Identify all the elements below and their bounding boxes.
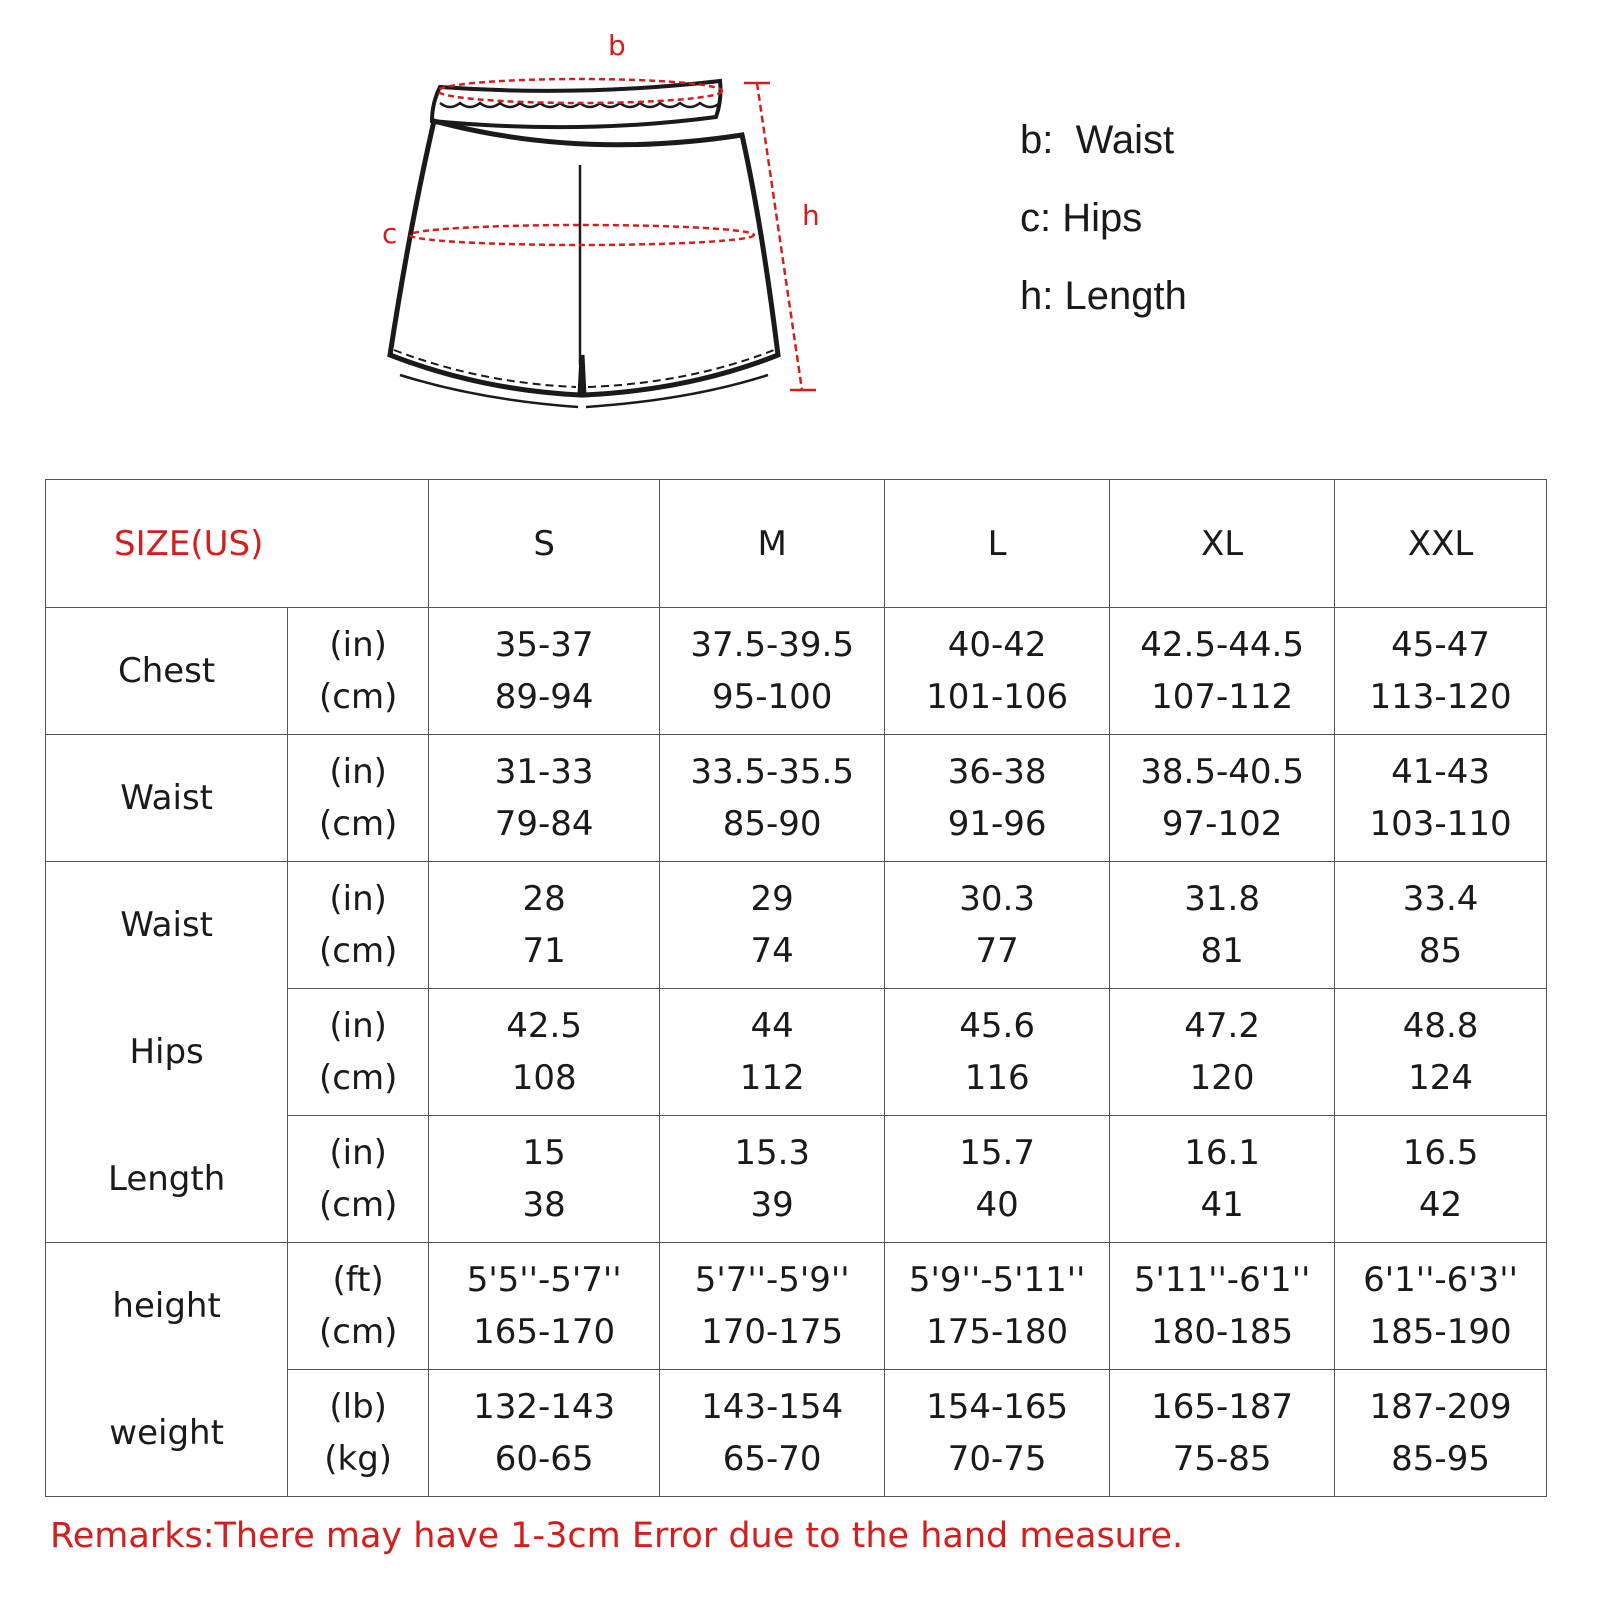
value-primary: 143-154 <box>701 1387 844 1427</box>
measurement-row <box>46 735 1547 862</box>
measurement-label: Chest <box>46 608 288 735</box>
value-primary: 5'5''-5'7'' <box>466 1260 622 1300</box>
value-primary: 154-165 <box>926 1387 1069 1427</box>
value-cell-s <box>429 608 660 735</box>
value-secondary: 107-112 <box>1151 677 1294 717</box>
value-primary: 36-38 <box>947 752 1047 792</box>
value-primary: 38.5-40.5 <box>1140 752 1304 792</box>
value-cell-l <box>885 608 1110 735</box>
value-cell-s <box>429 1243 660 1370</box>
value-primary: 45.6 <box>959 1006 1035 1046</box>
measurement-row <box>46 1370 1547 1497</box>
value-secondary: 39 <box>750 1185 794 1225</box>
unit-cell <box>288 1243 429 1370</box>
size-chart-table <box>45 479 1547 1497</box>
value-secondary: 75-85 <box>1172 1439 1272 1479</box>
value-secondary: 113-120 <box>1369 677 1512 717</box>
unit-primary: (in) <box>329 625 387 665</box>
value-cell-l <box>885 1116 1110 1243</box>
value-primary: 16.1 <box>1184 1133 1260 1173</box>
value-primary: 48.8 <box>1402 1006 1479 1046</box>
value-cell-xl <box>1110 1370 1335 1497</box>
value-secondary: 103-110 <box>1369 804 1512 844</box>
value-secondary: 85-90 <box>722 804 822 844</box>
value-cell-xl <box>1110 608 1335 735</box>
unit-primary: (in) <box>329 879 387 919</box>
unit-cell <box>288 735 429 862</box>
value-primary: 5'9''-5'11'' <box>908 1260 1086 1300</box>
unit-primary: (lb) <box>329 1387 387 1427</box>
value-primary: 5'11''-6'1'' <box>1133 1260 1311 1300</box>
unit-cell <box>288 989 429 1116</box>
value-primary: 165-187 <box>1151 1387 1294 1427</box>
value-secondary: 170-175 <box>701 1312 844 1352</box>
value-primary: 40-42 <box>947 625 1047 665</box>
value-secondary: 97-102 <box>1161 804 1283 844</box>
value-cell-l <box>885 735 1110 862</box>
size-us-header: SIZE(US) <box>46 480 429 608</box>
unit-cell <box>288 608 429 735</box>
value-cell-xxl <box>1335 1243 1547 1370</box>
shorts-body <box>390 121 778 395</box>
unit-secondary: (cm) <box>318 1058 398 1098</box>
unit-secondary: (cm) <box>318 931 398 971</box>
value-primary: 30.3 <box>959 879 1035 919</box>
label-c: c <box>382 217 398 250</box>
unit-primary: (in) <box>329 1133 387 1173</box>
legend-length: h: Length <box>1020 274 1187 318</box>
measurement-label: weight <box>46 1370 288 1497</box>
value-secondary: 74 <box>750 931 794 971</box>
value-secondary: 65-70 <box>722 1439 822 1479</box>
value-secondary: 41 <box>1200 1185 1244 1225</box>
value-primary: 31-33 <box>494 752 594 792</box>
legend-waist: b: Waist <box>1020 118 1175 162</box>
value-primary: 132-143 <box>473 1387 616 1427</box>
header-row <box>46 480 1547 608</box>
unit-secondary: (cm) <box>318 804 398 844</box>
measurement-row <box>46 989 1547 1116</box>
value-primary: 15.3 <box>734 1133 811 1173</box>
value-secondary: 165-170 <box>473 1312 616 1352</box>
measurement-label: Length <box>46 1116 288 1243</box>
value-primary: 41-43 <box>1391 752 1490 792</box>
value-secondary: 91-96 <box>947 804 1047 844</box>
value-cell-s <box>429 989 660 1116</box>
value-primary: 15.7 <box>959 1133 1035 1173</box>
value-cell-m <box>660 1116 885 1243</box>
value-secondary: 85 <box>1418 931 1463 971</box>
value-cell-xl <box>1110 1116 1335 1243</box>
value-cell-m <box>660 1243 885 1370</box>
value-secondary: 108 <box>511 1058 577 1098</box>
value-cell-s <box>429 862 660 989</box>
value-cell-l <box>885 1370 1110 1497</box>
value-cell-xl <box>1110 735 1335 862</box>
value-secondary: 60-65 <box>494 1439 594 1479</box>
value-secondary: 79-84 <box>494 804 594 844</box>
value-secondary: 42 <box>1418 1185 1463 1225</box>
measurement-label: Hips <box>46 989 288 1116</box>
value-cell-m <box>660 608 885 735</box>
remarks-note: Remarks:There may have 1-3cm Error due to the hand measure. <box>50 1516 1184 1556</box>
label-h: h <box>802 199 820 232</box>
value-primary: 33.5-35.5 <box>690 752 854 792</box>
value-secondary: 116 <box>964 1058 1030 1098</box>
unit-primary: (in) <box>329 1006 387 1046</box>
value-secondary: 71 <box>522 931 566 971</box>
value-secondary: 81 <box>1200 931 1244 971</box>
value-secondary: 112 <box>739 1058 805 1098</box>
value-primary: 15 <box>522 1133 566 1173</box>
value-primary: 5'7''-5'9'' <box>694 1260 850 1300</box>
value-cell-xxl <box>1335 735 1547 862</box>
value-cell-xxl <box>1335 1370 1547 1497</box>
value-primary: 35-37 <box>494 625 594 665</box>
value-primary: 45-47 <box>1391 625 1490 665</box>
unit-secondary: (cm) <box>318 677 398 717</box>
value-secondary: 77 <box>975 931 1019 971</box>
shorts-diagram <box>370 25 840 425</box>
value-secondary: 101-106 <box>926 677 1069 717</box>
value-cell-xl <box>1110 862 1335 989</box>
value-secondary: 120 <box>1189 1058 1255 1098</box>
measurement-row <box>46 1243 1547 1370</box>
measurement-row <box>46 1116 1547 1243</box>
value-secondary: 40 <box>975 1185 1019 1225</box>
value-secondary: 89-94 <box>494 677 594 717</box>
value-cell-l <box>885 1243 1110 1370</box>
value-primary: 37.5-39.5 <box>690 625 854 665</box>
value-primary: 31.8 <box>1184 879 1260 919</box>
value-cell-xxl <box>1335 1116 1547 1243</box>
value-secondary: 124 <box>1408 1058 1474 1098</box>
unit-cell <box>288 862 429 989</box>
value-cell-xxl <box>1335 989 1547 1116</box>
value-secondary: 185-190 <box>1369 1312 1512 1352</box>
value-cell-l <box>885 989 1110 1116</box>
measurement-label: Waist <box>46 862 288 989</box>
value-cell-s <box>429 1116 660 1243</box>
value-primary: 28 <box>522 879 566 919</box>
unit-cell <box>288 1116 429 1243</box>
legend-hips: c: Hips <box>1020 196 1143 240</box>
value-primary: 29 <box>750 879 794 919</box>
unit-cell <box>288 1370 429 1497</box>
value-cell-s <box>429 735 660 862</box>
value-secondary: 85-95 <box>1391 1439 1490 1479</box>
value-cell-m <box>660 862 885 989</box>
value-primary: 16.5 <box>1402 1133 1479 1173</box>
value-secondary: 175-180 <box>926 1312 1069 1352</box>
label-b: b <box>608 29 626 62</box>
measurement-label: Waist <box>46 735 288 862</box>
size-header-l: L <box>885 480 1110 608</box>
unit-secondary: (cm) <box>318 1185 398 1225</box>
value-primary: 44 <box>750 1006 794 1046</box>
size-header-xxl: XXL <box>1335 480 1547 608</box>
value-primary: 187-209 <box>1369 1387 1512 1427</box>
value-cell-xl <box>1110 1243 1335 1370</box>
value-primary: 42.5 <box>506 1006 582 1046</box>
value-cell-m <box>660 989 885 1116</box>
value-primary: 47.2 <box>1184 1006 1260 1046</box>
value-cell-m <box>660 735 885 862</box>
measurement-label: height <box>46 1243 288 1370</box>
value-secondary: 180-185 <box>1151 1312 1294 1352</box>
value-cell-m <box>660 1370 885 1497</box>
value-secondary: 70-75 <box>947 1439 1047 1479</box>
size-header-m: M <box>660 480 885 608</box>
value-primary: 6'1''-6'3'' <box>1363 1260 1518 1300</box>
value-cell-l <box>885 862 1110 989</box>
value-cell-s <box>429 1370 660 1497</box>
value-primary: 42.5-44.5 <box>1140 625 1304 665</box>
value-secondary: 38 <box>522 1185 566 1225</box>
size-header-s: S <box>429 480 660 608</box>
value-cell-xxl <box>1335 862 1547 989</box>
unit-primary: (ft) <box>332 1260 384 1300</box>
measurement-row <box>46 608 1547 735</box>
value-cell-xl <box>1110 989 1335 1116</box>
value-secondary: 95-100 <box>711 677 833 717</box>
unit-secondary: (kg) <box>324 1439 393 1479</box>
value-cell-xxl <box>1335 608 1547 735</box>
value-primary: 33.4 <box>1402 879 1479 919</box>
unit-primary: (in) <box>329 752 387 792</box>
unit-secondary: (cm) <box>318 1312 398 1352</box>
size-header-xl: XL <box>1110 480 1335 608</box>
measurement-row <box>46 862 1547 989</box>
